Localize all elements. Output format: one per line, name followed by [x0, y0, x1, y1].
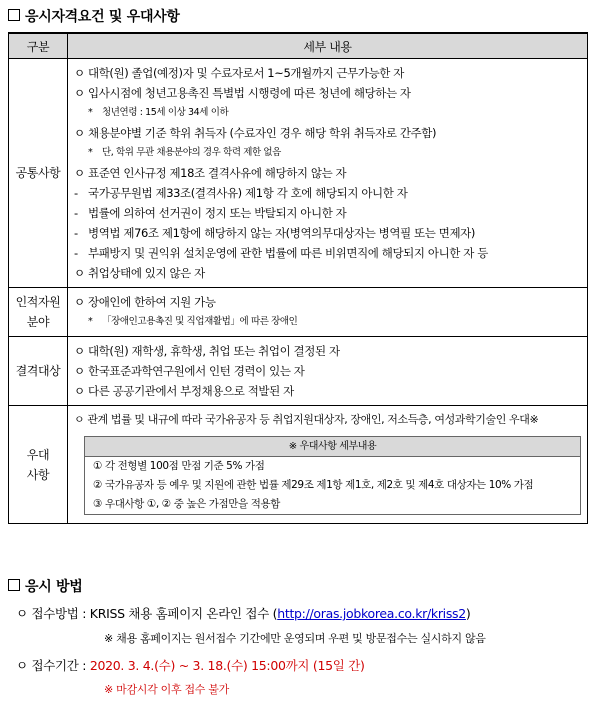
checkbox-square-icon — [8, 579, 20, 591]
line-text: 병역법 제76조 제1항에 해당하지 않는 자(병역의무대상자는 병역필 또는 면제자) — [88, 226, 475, 240]
line-text: 대학(원) 재학생, 휴학생, 취업 또는 취업이 결정된 자 — [88, 344, 340, 358]
note-line — [74, 103, 581, 123]
talent-detail — [68, 288, 588, 337]
bullet-mark: ㅇ — [74, 126, 85, 140]
line-text: 채용분야별 기준 학위 취득자 (수료자인 경우 해당 학위 취득자로 간주함) — [88, 126, 437, 140]
application-period: ㅇ 접수기간 : 2020. 3. 4.(수) ~ 3. 18.(수) 15:00까지 (15일 간) — [16, 658, 365, 673]
detail-line — [74, 163, 581, 183]
note-line — [74, 312, 581, 332]
bullet-mark: ㅇ — [74, 384, 85, 398]
bullet-mark: - — [74, 206, 78, 220]
bullet-mark: - — [74, 186, 78, 200]
bullet-mark: ㅇ — [74, 295, 85, 309]
bullet-mark: * — [88, 107, 93, 118]
line-text: 청년연령 : 15세 이상 34세 이하 — [102, 107, 229, 118]
detail-line — [74, 292, 581, 312]
line-text: 장애인에 한하여 지원 가능 — [88, 295, 216, 309]
preference-line: ㅇ 관계 법률 및 내규에 따라 국가유공자 등 취업지원대상자, 장애인, 저소득층, 여성과학기술인 우대※ — [74, 413, 539, 426]
bullet-mark: ㅇ — [74, 364, 85, 378]
header-detail: 세부 내용 — [68, 33, 588, 59]
application-method: ㅇ 접수방법 : KRISS 채용 홈페이지 온라인 접수 (http://oras.jobkorea.co.kr/kriss2) — [16, 606, 471, 621]
detail-line — [74, 223, 581, 243]
preference-box-line: ② 국가유공자 등 예우 및 지원에 관한 법률 제29조 제1항 제1호, 제2호 및 제4호 대상자는 10% 가점 — [93, 479, 534, 491]
detail-line — [74, 83, 581, 103]
application-method-note: ※ 채용 홈페이지는 원서접수 기간에만 운영되며 우편 및 방문접수는 실시하지 않음 — [104, 632, 486, 645]
bullet-mark: * — [88, 147, 93, 158]
application-link[interactable]: http://oras.jobkorea.co.kr/kriss2 — [277, 606, 466, 621]
common-detail — [68, 59, 588, 288]
line-text: 법률에 의하여 선거권이 정지 또는 박탈되지 아니한 자 — [88, 206, 347, 220]
category-disqualified: 결격대상 — [9, 337, 68, 406]
line-text: 부패방지 및 권익위 설치운영에 관한 법률에 따른 비위면직에 해당되지 아니한 자 등 — [88, 246, 488, 260]
detail-line — [74, 63, 581, 83]
preference-box-line: ① 각 전형별 100점 만점 기준 5% 가점 — [93, 460, 265, 472]
line-text: 다른 공공기관에서 부정채용으로 적발된 자 — [88, 384, 294, 398]
line-text: 단, 학위 무관 채용분야의 경우 학력 제한 없음 — [102, 147, 281, 158]
detail-line — [74, 203, 581, 223]
bullet-mark: ㅇ — [74, 266, 85, 280]
detail-line — [74, 183, 581, 203]
detail-line — [74, 381, 581, 401]
preference-box-title: ※ 우대사항 세부내용 — [85, 437, 580, 457]
row-common — [9, 59, 588, 288]
bullet-mark: ㅇ — [74, 344, 85, 358]
detail-line — [74, 341, 581, 361]
preference-detail — [68, 406, 588, 524]
detail-line — [74, 263, 581, 283]
disqualified-detail — [68, 337, 588, 406]
line-text: 표준연 인사규정 제18조 결격사유에 해당하지 않는 자 — [88, 166, 347, 180]
line-text: 입사시점에 청년고용촉진 특별법 시행령에 따른 청년에 해당하는 자 — [88, 86, 411, 100]
detail-line — [74, 243, 581, 263]
table-header-row — [9, 33, 588, 59]
bullet-mark: - — [74, 246, 78, 260]
bullet-mark: ㅇ — [74, 166, 85, 180]
section-title-qualifications: 응시자격요건 및 우대사항 — [8, 6, 180, 26]
preference-box-line: ③ 우대사항 ①, ② 중 높은 가점만을 적용함 — [93, 498, 280, 510]
category-preference: 우대 사항 — [9, 406, 68, 524]
bullet-mark: ㅇ — [74, 66, 85, 80]
checkbox-square-icon — [8, 9, 20, 21]
section-title-application: 응시 방법 — [8, 576, 82, 596]
bullet-mark: ㅇ — [74, 86, 85, 100]
line-text: 국가공무원법 제33조(결격사유) 제1항 각 호에 해당되지 아니한 자 — [88, 186, 408, 200]
row-talent — [9, 288, 588, 337]
line-text: 대학(원) 졸업(예정)자 및 수료자로서 1~5개월까지 근무가능한 자 — [88, 66, 404, 80]
note-line — [74, 143, 581, 163]
line-text: 한국표준과학연구원에서 인턴 경력이 있는 자 — [88, 364, 305, 378]
bullet-mark: - — [74, 226, 78, 240]
line-text: 「장애인고용촉진 및 직업재활법」에 따른 장애인 — [102, 316, 298, 327]
detail-line — [74, 361, 581, 381]
header-category: 구분 — [9, 33, 68, 59]
bullet-mark: * — [88, 316, 93, 327]
category-talent: 인적자원 분야 — [9, 288, 68, 337]
row-disqualified — [9, 337, 588, 406]
application-period-note: ※ 마감시각 이후 접수 불가 — [104, 683, 229, 696]
application-period-value: 2020. 3. 4.(수) ~ 3. 18.(수) 15:00까지 (15일 간) — [89, 658, 365, 673]
qualifications-table — [8, 32, 588, 524]
preference-box — [84, 436, 581, 515]
row-preference — [9, 406, 588, 524]
detail-line — [74, 123, 581, 143]
line-text: 취업상태에 있지 않은 자 — [88, 266, 205, 280]
category-common: 공통사항 — [9, 59, 68, 288]
